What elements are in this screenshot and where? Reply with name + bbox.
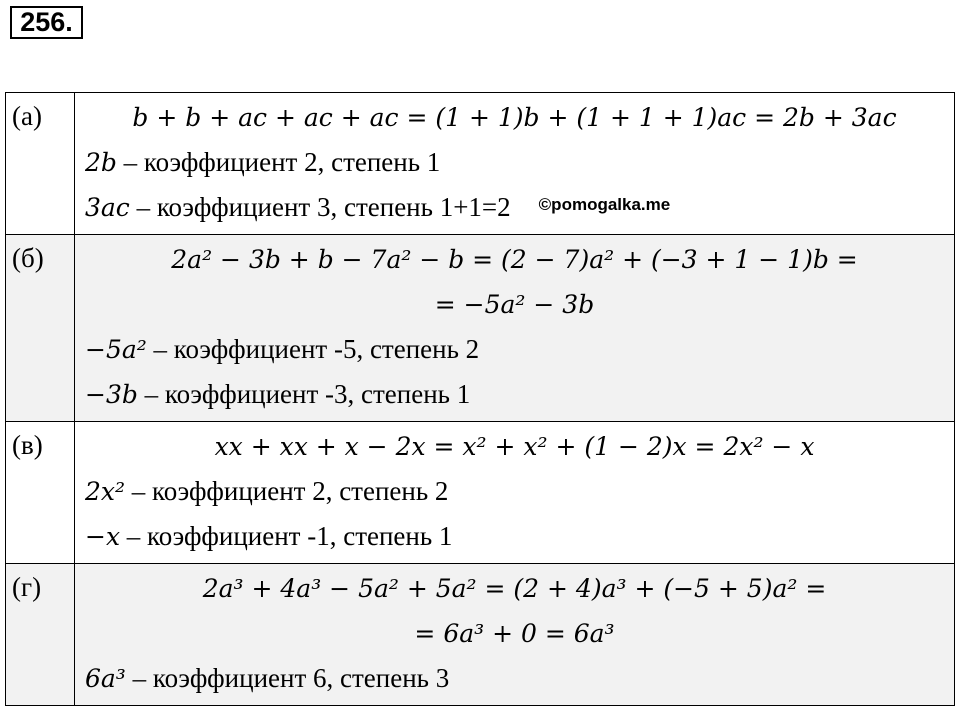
row-content bbox=[75, 564, 955, 706]
term-description: – коэффициент -1, степень 1 bbox=[120, 521, 453, 551]
term: 2x² bbox=[85, 477, 126, 506]
term-description: – коэффициент 2, степень 1 bbox=[116, 147, 441, 177]
term: −x bbox=[85, 522, 121, 551]
row-content bbox=[75, 93, 955, 235]
term-line bbox=[85, 140, 954, 185]
term-description: – коэффициент -5, степень 2 bbox=[146, 334, 480, 364]
equation: = 6a³ + 0 = 6a³ bbox=[414, 619, 615, 648]
term-line bbox=[85, 514, 954, 559]
solution-table bbox=[5, 92, 955, 706]
equation: b + b + ac + ac + ac = (1 + 1)b + (1 + 1 + 1)ac = 2b + 3ac bbox=[132, 103, 897, 132]
term: 3ac bbox=[85, 193, 130, 222]
table-row bbox=[6, 235, 955, 422]
term: 2b bbox=[85, 148, 117, 177]
row-label: (б) bbox=[6, 235, 75, 422]
term: −5a² bbox=[85, 335, 147, 364]
row-content bbox=[75, 235, 955, 422]
row-content bbox=[75, 422, 955, 564]
term-line bbox=[85, 327, 954, 372]
equation: = −5a² − 3b bbox=[434, 290, 595, 319]
equation: 2a² − 3b + b − 7a² − b = (2 − 7)a² + (−3 + 1 − 1)b = bbox=[171, 245, 858, 274]
row-label: (в) bbox=[6, 422, 75, 564]
term-line bbox=[85, 185, 954, 230]
row-label: (а) bbox=[6, 93, 75, 235]
row-label: (г) bbox=[6, 564, 75, 706]
term-description: – коэффициент 2, степень 2 bbox=[125, 476, 449, 506]
watermark: ©pomogalka.me bbox=[538, 195, 671, 214]
term-description: – коэффициент 3, степень 1+1=2 bbox=[129, 192, 511, 222]
term-description: – коэффициент -3, степень 1 bbox=[137, 379, 471, 409]
term-description: – коэффициент 6, степень 3 bbox=[125, 663, 450, 693]
term: −3b bbox=[85, 380, 138, 409]
term-line bbox=[85, 372, 954, 417]
equation: xx + xx + x − 2x = x² + x² + (1 − 2)x = 2x² − x bbox=[214, 432, 815, 461]
table-row bbox=[6, 93, 955, 235]
term-line bbox=[85, 469, 954, 514]
term: 6a³ bbox=[85, 664, 126, 693]
term-line bbox=[85, 656, 954, 701]
problem-number: 256. bbox=[10, 6, 83, 39]
equation: 2a³ + 4a³ − 5a² + 5a² = (2 + 4)a³ + (−5 + 5)a² = bbox=[202, 574, 827, 603]
table-row bbox=[6, 422, 955, 564]
table-row bbox=[6, 564, 955, 706]
